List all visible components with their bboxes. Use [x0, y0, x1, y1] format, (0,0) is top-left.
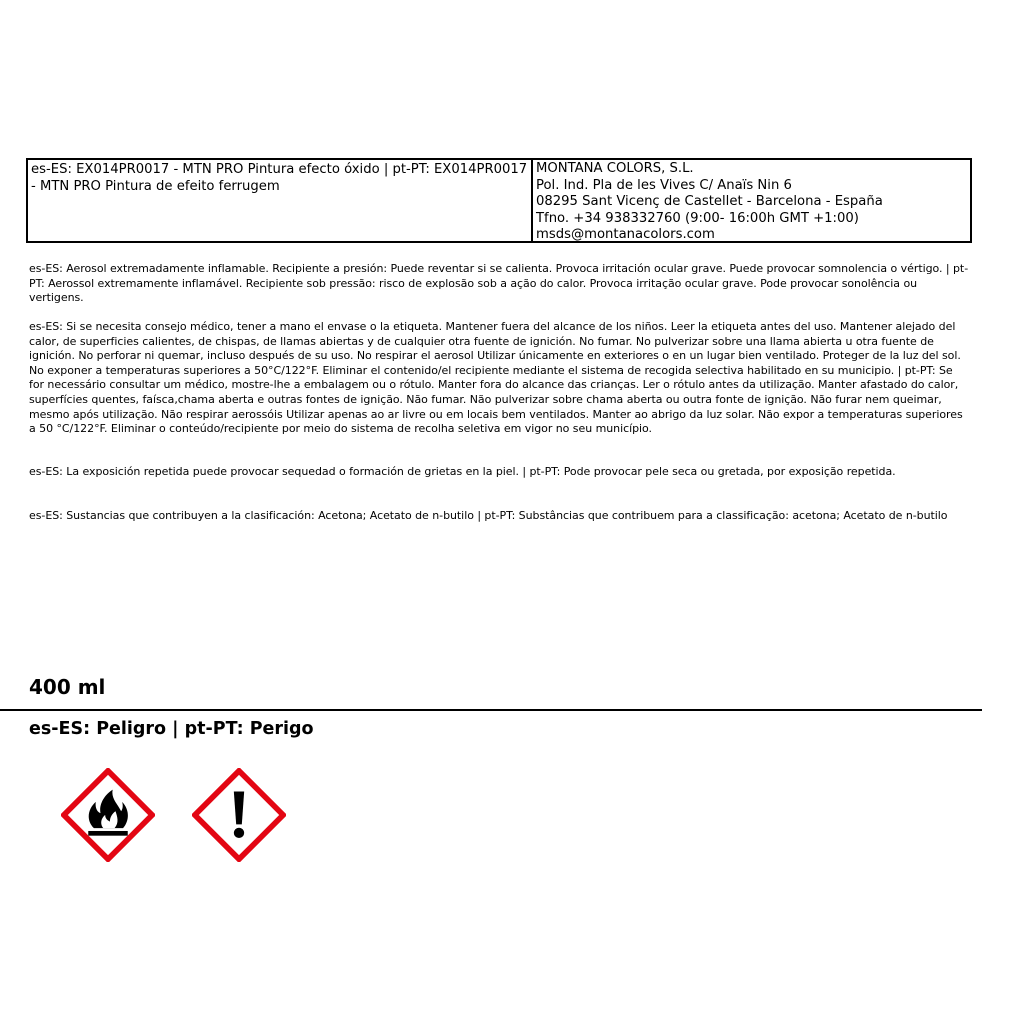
label-header-table	[26, 158, 972, 243]
exclamation-mark-icon	[192, 768, 286, 862]
divider-line	[0, 709, 982, 711]
product-identifier: es-ES: EX014PR0017 - MTN PRO Pintura efecto óxido | pt-PT: EX014PR0017 - MTN PRO Pintura de efeito ferrugem	[28, 160, 533, 241]
supplier-phone: Tfno. +34 938332760 (9:00- 16:00h GMT +1:00)	[536, 210, 859, 226]
supplemental-information: es-ES: La exposición repetida puede provocar sequedad o formación de grietas en la piel. | pt-PT: Pode provocar pele seca ou gretada, por exposição repetida.	[29, 465, 896, 478]
classification-substances: es-ES: Sustancias que contribuyen a la clasificación: Acetona; Acetato de n-butilo | pt-PT: Substâncias que contribuem para a classificação: acetona; Acetato de n-butilo	[29, 509, 948, 522]
volume-label: 400 ml	[29, 675, 106, 699]
flame-icon	[61, 768, 155, 862]
supplier-details	[533, 160, 970, 241]
signal-word: es-ES: Peligro | pt-PT: Perigo	[29, 719, 314, 739]
hazard-statements: es-ES: Aerosol extremadamente inflamable. Recipiente a presión: Puede reventar si se calienta. Provoca irritación ocular grave. Puede provocar somnolencia o vértigo. | pt-PT: Aerossol extremamente inflamável. Recipiente sob pressão: risco de explosão sob a ação do calor. Provoca irritação ocular grave. Pode provocar sonolência ou vertigens.	[29, 262, 969, 305]
supplier-email: msds@montanacolors.com	[536, 227, 715, 242]
supplier-address: Pol. Ind. Pla de les Vives C/ Anaïs Nin 6	[536, 177, 792, 193]
supplier-name: MONTANA COLORS, S.L.	[536, 161, 694, 176]
precautionary-statements: es-ES: Si se necesita consejo médico, tener a mano el envase o la etiqueta. Mantener fuera del alcance de los niños. Leer la etiqueta antes del uso. Mantener alejado del calor, de superficies calientes, de chispas, de llamas abiertas y de cualquier otra fuente de ignición. No fumar. No pulverizar sobre una llama abierta u otra fuente de ignición. No perforar ni quemar, incluso después de su uso. No respirar el aerosol Utilizar únicamente en exteriores o en un lugar bien ventilado. Proteger de la luz del sol. No exponer a temperaturas superiores a 50°C/122°F. Eliminar el contenido/el recipiente mediante el sistema de recogida selectiva habilitado en su municipio. | pt-PT: Se for necessário consultar um médico, mostre-lhe a embalagem ou o rótulo. Manter fora do alcance das crianças. Ler o rótulo antes da utilização. Manter afastado do calor, superfícies quentes, faísca,chama aberta e outras fontes de ignição. Não fumar. Não pulverizar sobre chama aberta ou outra fonte de ignição. Não furar nem queimar, mesmo após utilização. Não respirar aerossóis Utilizar apenas ao ar livre ou em locais bem ventilados. Manter ao abrigo da luz solar. Não expor a temperaturas superiores a 50 °C/122°F. Eliminar o conteúdo/recipiente por meio do sistema de recolha seletiva em vigor no seu município.	[29, 320, 963, 436]
supplier-city: 08295 Sant Vicenç de Castellet - Barcelona - España	[536, 194, 883, 209]
